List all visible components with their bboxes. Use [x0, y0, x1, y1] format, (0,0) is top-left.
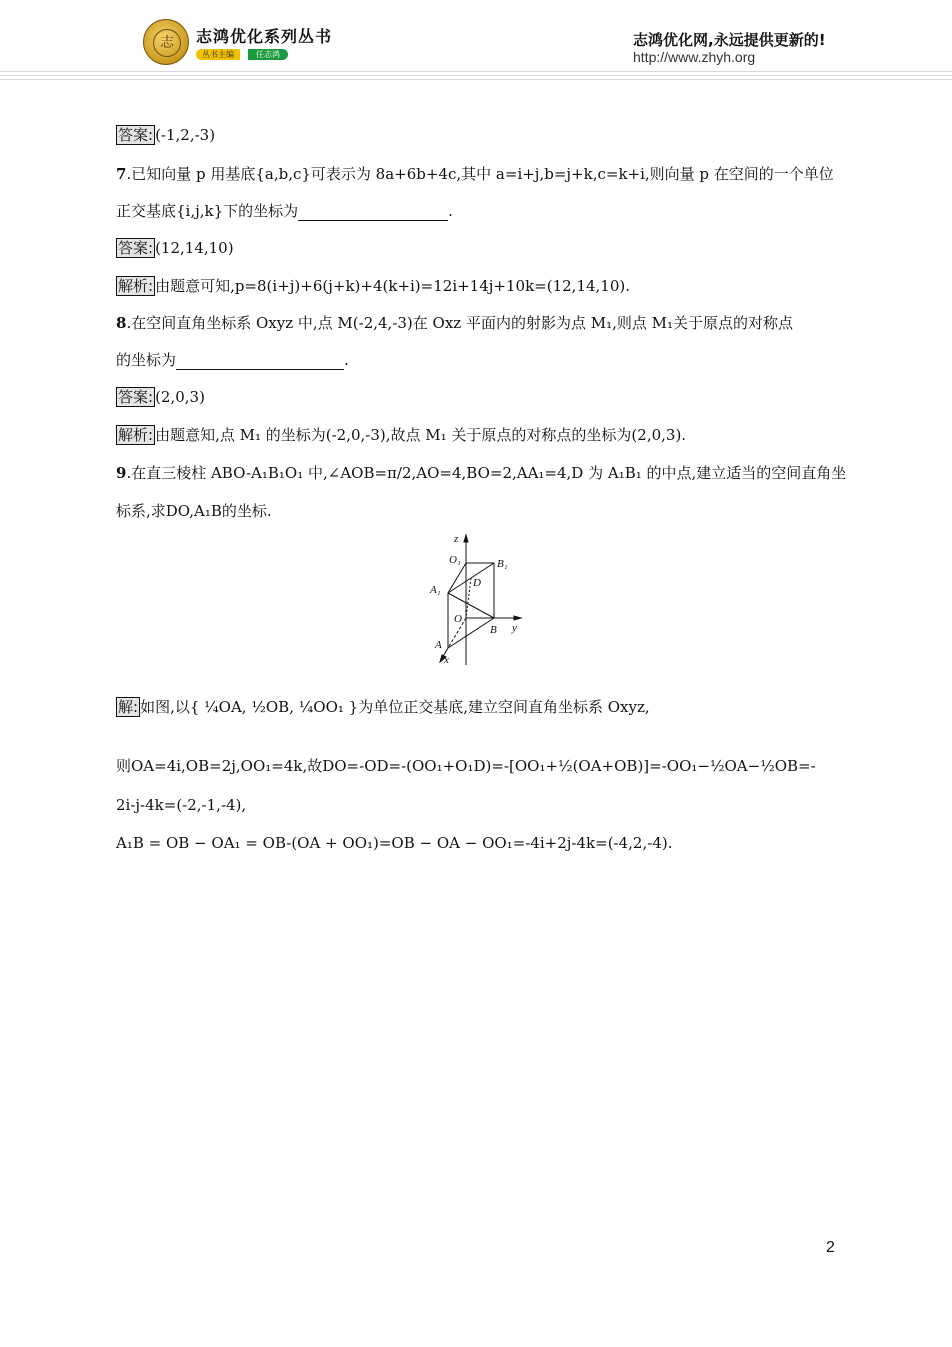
answer-blank [176, 353, 344, 370]
answer-label: 答案: [118, 126, 154, 144]
label-B: B [490, 624, 497, 636]
question-8-text: .在空间直角坐标系 Oxyz 中,点 M(-2,4,-3)在 Oxz 平面内的射影为点 M₁,则点 M₁关于原点的对称点 [126, 314, 794, 332]
label-O1: O₁ [449, 554, 461, 566]
header-url: http://www.zhyh.org [633, 49, 756, 65]
label-B1: B₁ [497, 558, 508, 570]
question-9-line-2 [116, 500, 272, 521]
label-x: x [444, 654, 449, 666]
label-y: y [512, 622, 517, 634]
solution-9-text-4: A₁B = OB − OA₁ = OB-(OA + OO₁)=OB − OA − OO₁=-4i+2j-4k=(-4,2,-4). [116, 834, 673, 852]
question-8-number: 8 [116, 314, 127, 332]
answer-7 [116, 238, 234, 258]
question-9-text-2: 标系,求DO,A₁B的坐标. [116, 502, 272, 520]
analysis-label: 解析: [118, 426, 154, 444]
solution-9-line-2 [116, 755, 816, 776]
question-9-number: 9 [116, 464, 127, 482]
question-8-text-2: 的坐标为 [116, 351, 177, 369]
label-A1: A₁ [430, 584, 441, 596]
label-A: A [435, 639, 442, 651]
header-divider [0, 75, 952, 76]
answer-label: 答案: [118, 239, 154, 257]
answer-8 [116, 387, 205, 407]
answer-7-text: (12,14,10) [155, 239, 234, 257]
page-header [0, 0, 952, 80]
analysis-label: 解析: [118, 277, 154, 295]
y-axis-arrow-icon [514, 616, 521, 620]
header-slogan: 志鸿优化网,永远提供更新的! [633, 31, 826, 49]
solution-9-text-1: 如图,以{ ¼OA, ½OB, ¼OO₁ }为单位正交基底,建立空间直角坐标系 Oxyz, [140, 698, 650, 716]
question-9-text: .在直三棱柱 ABO-A₁B₁O₁ 中,∠AOB=π/2,AO=4,BO=2,AA₁=4,D 为 A₁B₁ 的中点,建立适当的空间直角坐 [126, 464, 847, 482]
solution-label: 解: [118, 698, 139, 716]
question-9-line-1 [116, 462, 846, 483]
answer-label: 答案: [118, 388, 154, 406]
label-O: O [454, 613, 462, 625]
header-divider [0, 71, 952, 72]
question-7-text-2: 正交基底{i,j,k}下的坐标为 [116, 202, 299, 220]
question-8-end: . [344, 351, 349, 369]
z-axis-arrow-icon [464, 535, 468, 542]
solution-9-line-3 [116, 796, 246, 814]
header-divider [0, 79, 952, 80]
editor-badge-label: 丛书主编 [196, 49, 240, 60]
segment-DO [466, 578, 471, 618]
solution-9-text-2: 则OA=4i,OB=2j,OO₁=4k,故DO=-OD=-(OO₁+O₁D)=-[OO₁+½(OA+OB)]=-OO₁−½OA−½OB=- [116, 757, 816, 775]
series-logo-icon: 志 [143, 19, 189, 65]
label-D: D [473, 577, 481, 589]
question-8-line-2 [116, 349, 349, 370]
answer-8-text: (2,0,3) [155, 388, 205, 406]
answer-blank [298, 204, 448, 221]
analysis-7 [116, 275, 630, 296]
question-7-end: . [448, 202, 453, 220]
edge-O1A1 [448, 563, 466, 593]
label-z: z [454, 533, 459, 545]
editor-badge-name: 任志鸿 [248, 49, 288, 60]
analysis-8 [116, 424, 686, 445]
question-7-text: .已知向量 p 用基底{a,b,c}可表示为 8a+6b+4c,其中 a=i+j,b=j+k,c=k+i,则向量 p 在空间的一个单位 [126, 165, 834, 183]
analysis-7-text: 由题意可知,p=8(i+j)+6(j+k)+4(k+i)=12i+14j+10k=(12,14,10). [155, 277, 631, 295]
solution-9-text-3: 2i-j-4k=(-2,-1,-4), [116, 796, 247, 814]
page-number: 2 [826, 1239, 835, 1256]
question-8-line-1 [116, 312, 793, 333]
answer-6-text: (-1,2,-3) [155, 126, 216, 144]
question-7-line-1 [116, 163, 834, 184]
solution-9-line-4 [116, 834, 672, 852]
series-title: 志鸿优化系列丛书 [196, 27, 333, 46]
answer-6 [116, 125, 215, 145]
question-7-line-2 [116, 200, 453, 221]
prism-figure [424, 530, 534, 670]
solution-9-line-1 [116, 696, 650, 717]
analysis-8-text: 由题意知,点 M₁ 的坐标为(-2,0,-3),故点 M₁ 关于原点的对称点的坐标为(2,0,3). [155, 426, 687, 444]
question-7-number: 7 [116, 165, 127, 183]
